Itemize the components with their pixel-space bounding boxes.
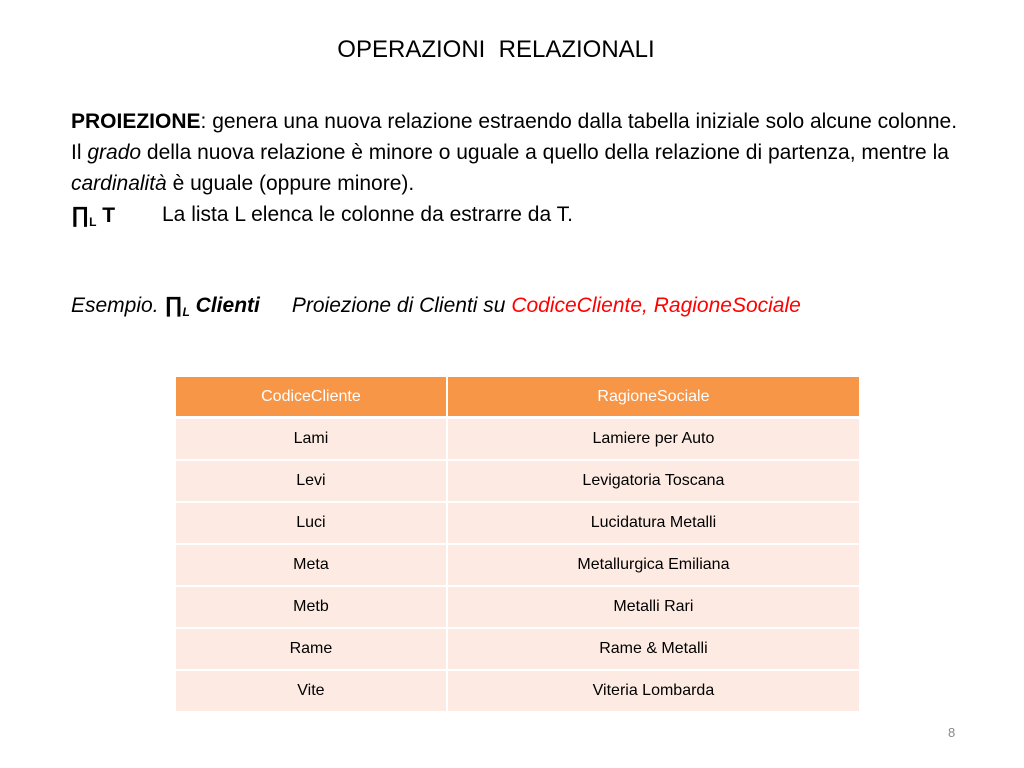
cell-ragione: Levigatoria Toscana (447, 460, 859, 502)
pi-description: La lista L elenca le colonne da estrarre da T. (162, 203, 573, 226)
pi-symbol: ∏ (71, 202, 90, 227)
cell-ragione: Rame & Metalli (447, 628, 859, 670)
grado-suffix: è uguale (oppure minore). (166, 172, 415, 195)
table-row (176, 502, 859, 544)
projection-notation (71, 199, 971, 230)
example-pi-symbol: ∏ (164, 292, 183, 317)
term-proiezione: PROIEZIONE (71, 110, 201, 133)
cell-codice: Meta (176, 544, 447, 586)
cell-codice: Lami (176, 418, 447, 461)
cell-codice: Vite (176, 670, 447, 712)
table-row (176, 418, 859, 461)
cell-codice: Metb (176, 586, 447, 628)
cell-ragione: Lucidatura Metalli (447, 502, 859, 544)
grado-middle: della nuova relazione è minore o uguale a quello della relazione di partenza, mentre la (141, 141, 949, 164)
cell-codice: Luci (176, 502, 447, 544)
grado-prefix: Il (71, 141, 88, 164)
example-description: Proiezione di Clienti su (291, 294, 512, 317)
cell-ragione: Metallurgica Emiliana (447, 544, 859, 586)
header-ragione-sociale: RagioneSociale (447, 377, 859, 418)
definition-line1: : genera una nuova relazione estraendo dalla tabella iniziale solo alcune colonne. (200, 110, 958, 133)
table-row (176, 544, 859, 586)
cell-ragione: Lamiere per Auto (447, 418, 859, 461)
slide-title: OPERAZIONI RELAZIONALI (337, 36, 655, 63)
table-header-row (176, 377, 859, 418)
example-line (71, 292, 801, 319)
cell-ragione: Metalli Rari (447, 586, 859, 628)
example-columns: CodiceCliente, RagioneSociale (511, 294, 801, 317)
table-row (176, 460, 859, 502)
cell-ragione: Viteria Lombarda (447, 670, 859, 712)
definition-paragraph (71, 106, 971, 137)
definition-block (71, 106, 971, 230)
pi-relation: T (96, 204, 116, 227)
table-row (176, 628, 859, 670)
table-row (176, 670, 859, 712)
page-number: 8 (948, 725, 956, 740)
term-grado: grado (87, 141, 142, 164)
example-label: Esempio. (71, 294, 165, 317)
table-row (176, 586, 859, 628)
cell-codice: Levi (176, 460, 447, 502)
term-cardinalita: cardinalità (71, 172, 167, 195)
grado-paragraph (71, 137, 971, 199)
projection-table (176, 377, 859, 713)
header-codice-cliente: CodiceCliente (176, 377, 447, 418)
example-pi-subscript: L (182, 305, 190, 319)
pi-subscript: L (89, 215, 97, 229)
example-relation: Clienti (189, 294, 260, 317)
cell-codice: Rame (176, 628, 447, 670)
